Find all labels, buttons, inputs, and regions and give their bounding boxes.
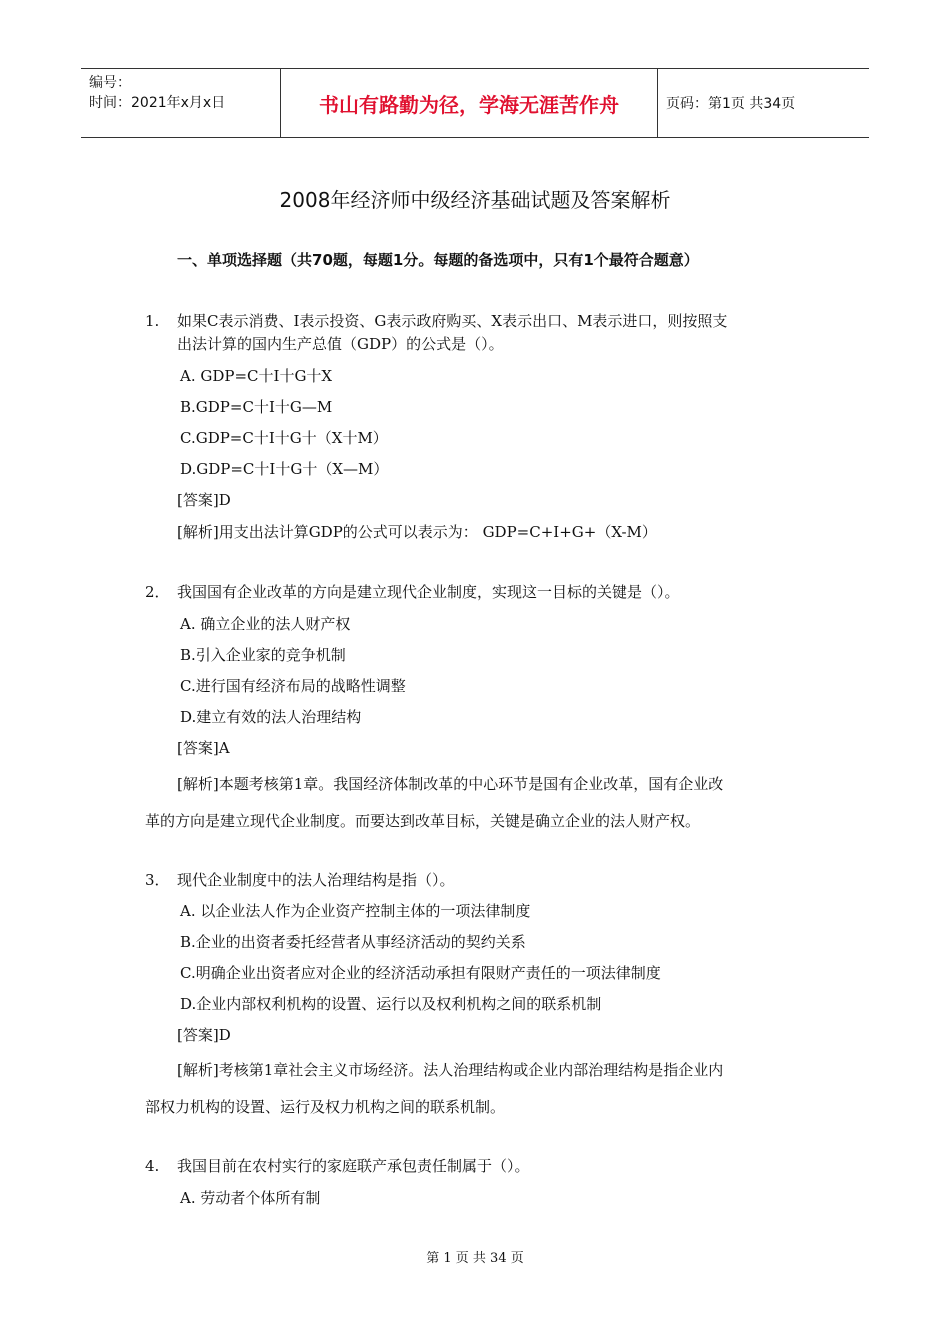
question-number: 3． <box>145 871 170 889</box>
analysis: 部权力机构的设置、运行及权力机构之间的联系机制。 <box>145 1098 506 1116</box>
question-stem: 出法计算的国内生产总值（GDP）的公式是（）。 <box>177 335 504 353</box>
question-stem: 我国国有企业改革的方向是建立现代企业制度，实现这一目标的关键是（）。 <box>177 583 680 601</box>
analysis: 革的方向是建立现代企业制度。而要达到改革目标，关键是确立企业的法人财产权。 <box>145 812 701 830</box>
question-stem: 现代企业制度中的法人治理结构是指（）。 <box>177 871 455 889</box>
number-label: 编号： <box>89 75 131 91</box>
motto: 书山有路勤为径，学海无涯苦作舟 <box>281 69 658 137</box>
option-a: A. GDP=C十I十G十X <box>180 367 333 385</box>
header-meta-cell <box>81 69 281 137</box>
answer: [答案]D <box>177 491 231 509</box>
header-table <box>81 68 869 138</box>
question-stem: 我国目前在农村实行的家庭联产承包责任制属于（）。 <box>177 1157 530 1175</box>
option-c: C.进行国有经济布局的战略性调整 <box>180 677 406 695</box>
option-d: D.GDP=C十I十G十（X—M） <box>180 460 389 478</box>
question-number: 2． <box>145 583 170 601</box>
option-b: B.引入企业家的竞争机制 <box>180 646 346 664</box>
question-number: 1. <box>145 312 160 330</box>
analysis: [解析]考核第1章社会主义市场经济。法人治理结构或企业内部治理结构是指企业内 <box>177 1061 724 1079</box>
question-number: 4. <box>145 1157 160 1175</box>
section-heading: 一、单项选择题（共70题，每题1分。每题的备选项中，只有1个最符合题意） <box>177 251 699 269</box>
option-b: B.企业的出资者委托经营者从事经济活动的契约关系 <box>180 933 526 951</box>
answer: [答案]A <box>177 739 230 757</box>
page-footer: 第 1 页 共 34 页 <box>426 1251 524 1266</box>
analysis: [解析]用支出法计算GDP的公式可以表示为： GDP=C+I+G+（X-M） <box>177 523 657 541</box>
document-title: 2008年经济师中级经济基础试题及答案解析 <box>279 188 671 212</box>
page-info: 页码：第1页 共34页 <box>666 96 796 112</box>
option-a: A. 确立企业的法人财产权 <box>180 615 351 633</box>
time-label: 时间：2021年x月x日 <box>89 95 226 111</box>
option-d: D.建立有效的法人治理结构 <box>180 708 362 726</box>
option-c: C.明确企业出资者应对企业的经济活动承担有限财产责任的一项法律制度 <box>180 964 661 982</box>
option-c: C.GDP=C十I十G十（X十M） <box>180 429 388 447</box>
option-a: A. 以企业法人作为企业资产控制主体的一项法律制度 <box>180 902 531 920</box>
option-a: A. 劳动者个体所有制 <box>180 1189 321 1207</box>
answer: [答案]D <box>177 1026 231 1044</box>
option-d: D.企业内部权利机构的设置、运行以及权利机构之间的联系机制 <box>180 995 602 1013</box>
analysis: [解析]本题考核第1章。我国经济体制改革的中心环节是国有企业改革，国有企业改 <box>177 775 724 793</box>
question-stem: 如果C表示消费、I表示投资、G表示政府购买、X表示出口、M表示进口，则按照支 <box>177 312 728 330</box>
option-b: B.GDP=C十I十G—M <box>180 398 333 416</box>
